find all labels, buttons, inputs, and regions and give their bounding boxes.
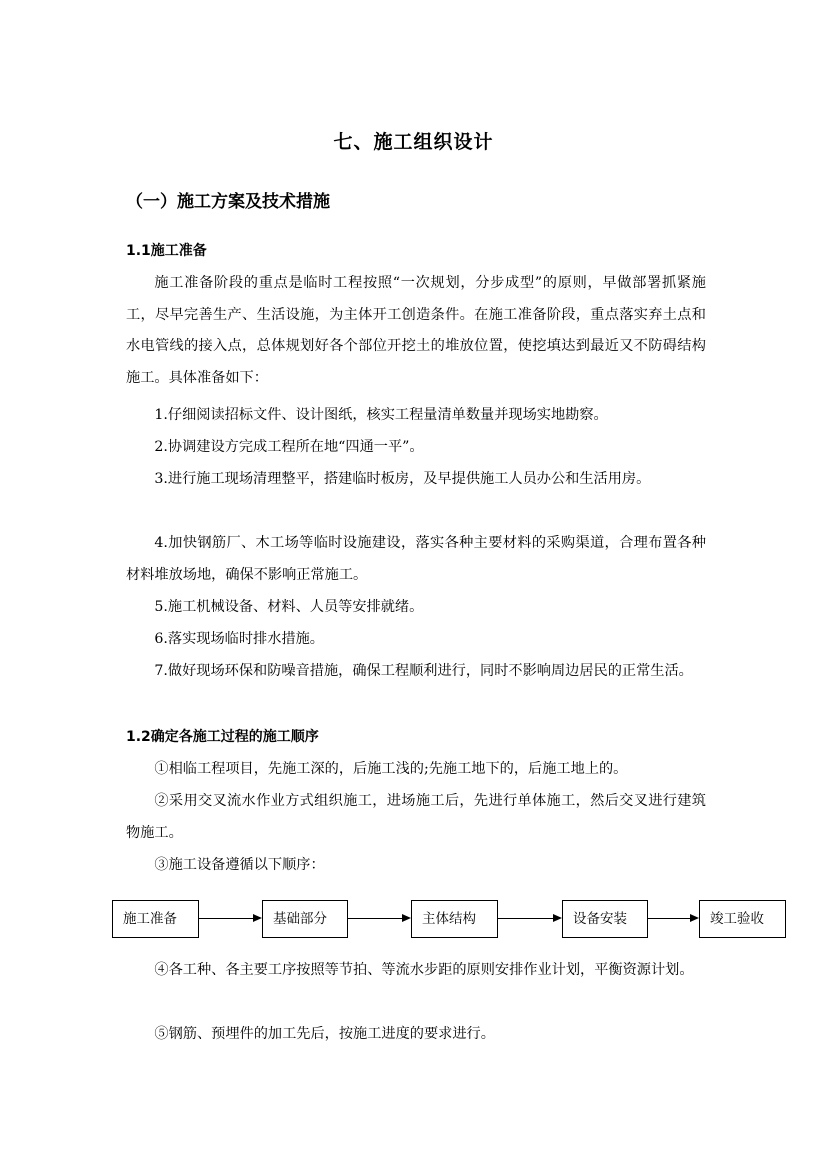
prep-item-4: 4.加快钢筋厂、木工场等临时设施建设，落实各种主要材料的采购渠道，合理布置各种材料堆放场地，确保不影响正常施工。 <box>126 535 706 583</box>
flow-arrow-4 <box>648 918 699 920</box>
order-item-1: ①相临工程项目，先施工深的，后施工浅的;先施工地下的，后施工地上的。 <box>154 761 628 777</box>
flow-arrow-1 <box>199 918 262 920</box>
document-title: 七、施工组织设计 <box>333 131 494 153</box>
prep-item-7: 7.做好现场环保和防噪音措施，确保工程顺利进行，同时不影响周边居民的正常生活。 <box>154 663 693 679</box>
order-item-3: ③施工设备遵循以下顺序： <box>154 857 325 873</box>
prep-item-5: 5.施工机械设备、材料、人员等安排就绪。 <box>154 599 424 615</box>
section-heading: （一）施工方案及技术措施 <box>126 192 330 212</box>
flow-step-foundation: 基础部分 <box>262 900 348 938</box>
flow-step-preparation: 施工准备 <box>112 900 199 938</box>
prep-item-3: 3.进行施工现场清理整平，搭建临时板房，及早提供施工人员办公和生活用房。 <box>154 471 651 487</box>
flow-arrow-2 <box>348 918 411 920</box>
flow-arrow-3 <box>498 918 562 920</box>
order-item-2: ②采用交叉流水作业方式组织施工，进场施工后，先进行单体施工，然后交叉进行建筑物施工。 <box>126 793 706 841</box>
prep-item-2: 2.协调建设方完成工程所在地“四通一平”。 <box>154 439 424 455</box>
intro-paragraph: 施工准备阶段的重点是临时工程按照“一次规划，分步成型”的原则，早做部署抓紧施工，尽早完善生产、生活设施，为主体开工创造条件。在施工准备阶段，重点落实弃土点和水电管线的接入点，总体规划好各个部位开挖土的堆放位置，使挖填达到最近又不防碍结构施工。具体准备如下： <box>126 275 706 386</box>
subsection-heading-1-2: 1.2确定各施工过程的施工顺序 <box>126 729 319 745</box>
flow-step-equipment-installation: 设备安装 <box>562 900 648 938</box>
prep-item-6: 6.落实现场临时排水措施。 <box>154 631 324 647</box>
order-item-4: ④各工种、各主要工序按照等节拍、等流水步距的原则安排作业计划，平衡资源计划。 <box>154 962 694 978</box>
flow-step-completion-acceptance: 竣工验收 <box>699 900 786 938</box>
order-item-5: ⑤钢筋、预埋件的加工先后，按施工进度的要求进行。 <box>154 1026 495 1042</box>
flow-step-main-structure: 主体结构 <box>411 900 498 938</box>
subsection-heading-1-1: 1.1施工准备 <box>126 243 207 259</box>
prep-item-1: 1.仔细阅读招标文件、设计图纸，核实工程量清单数量并现场实地勘察。 <box>154 407 608 423</box>
